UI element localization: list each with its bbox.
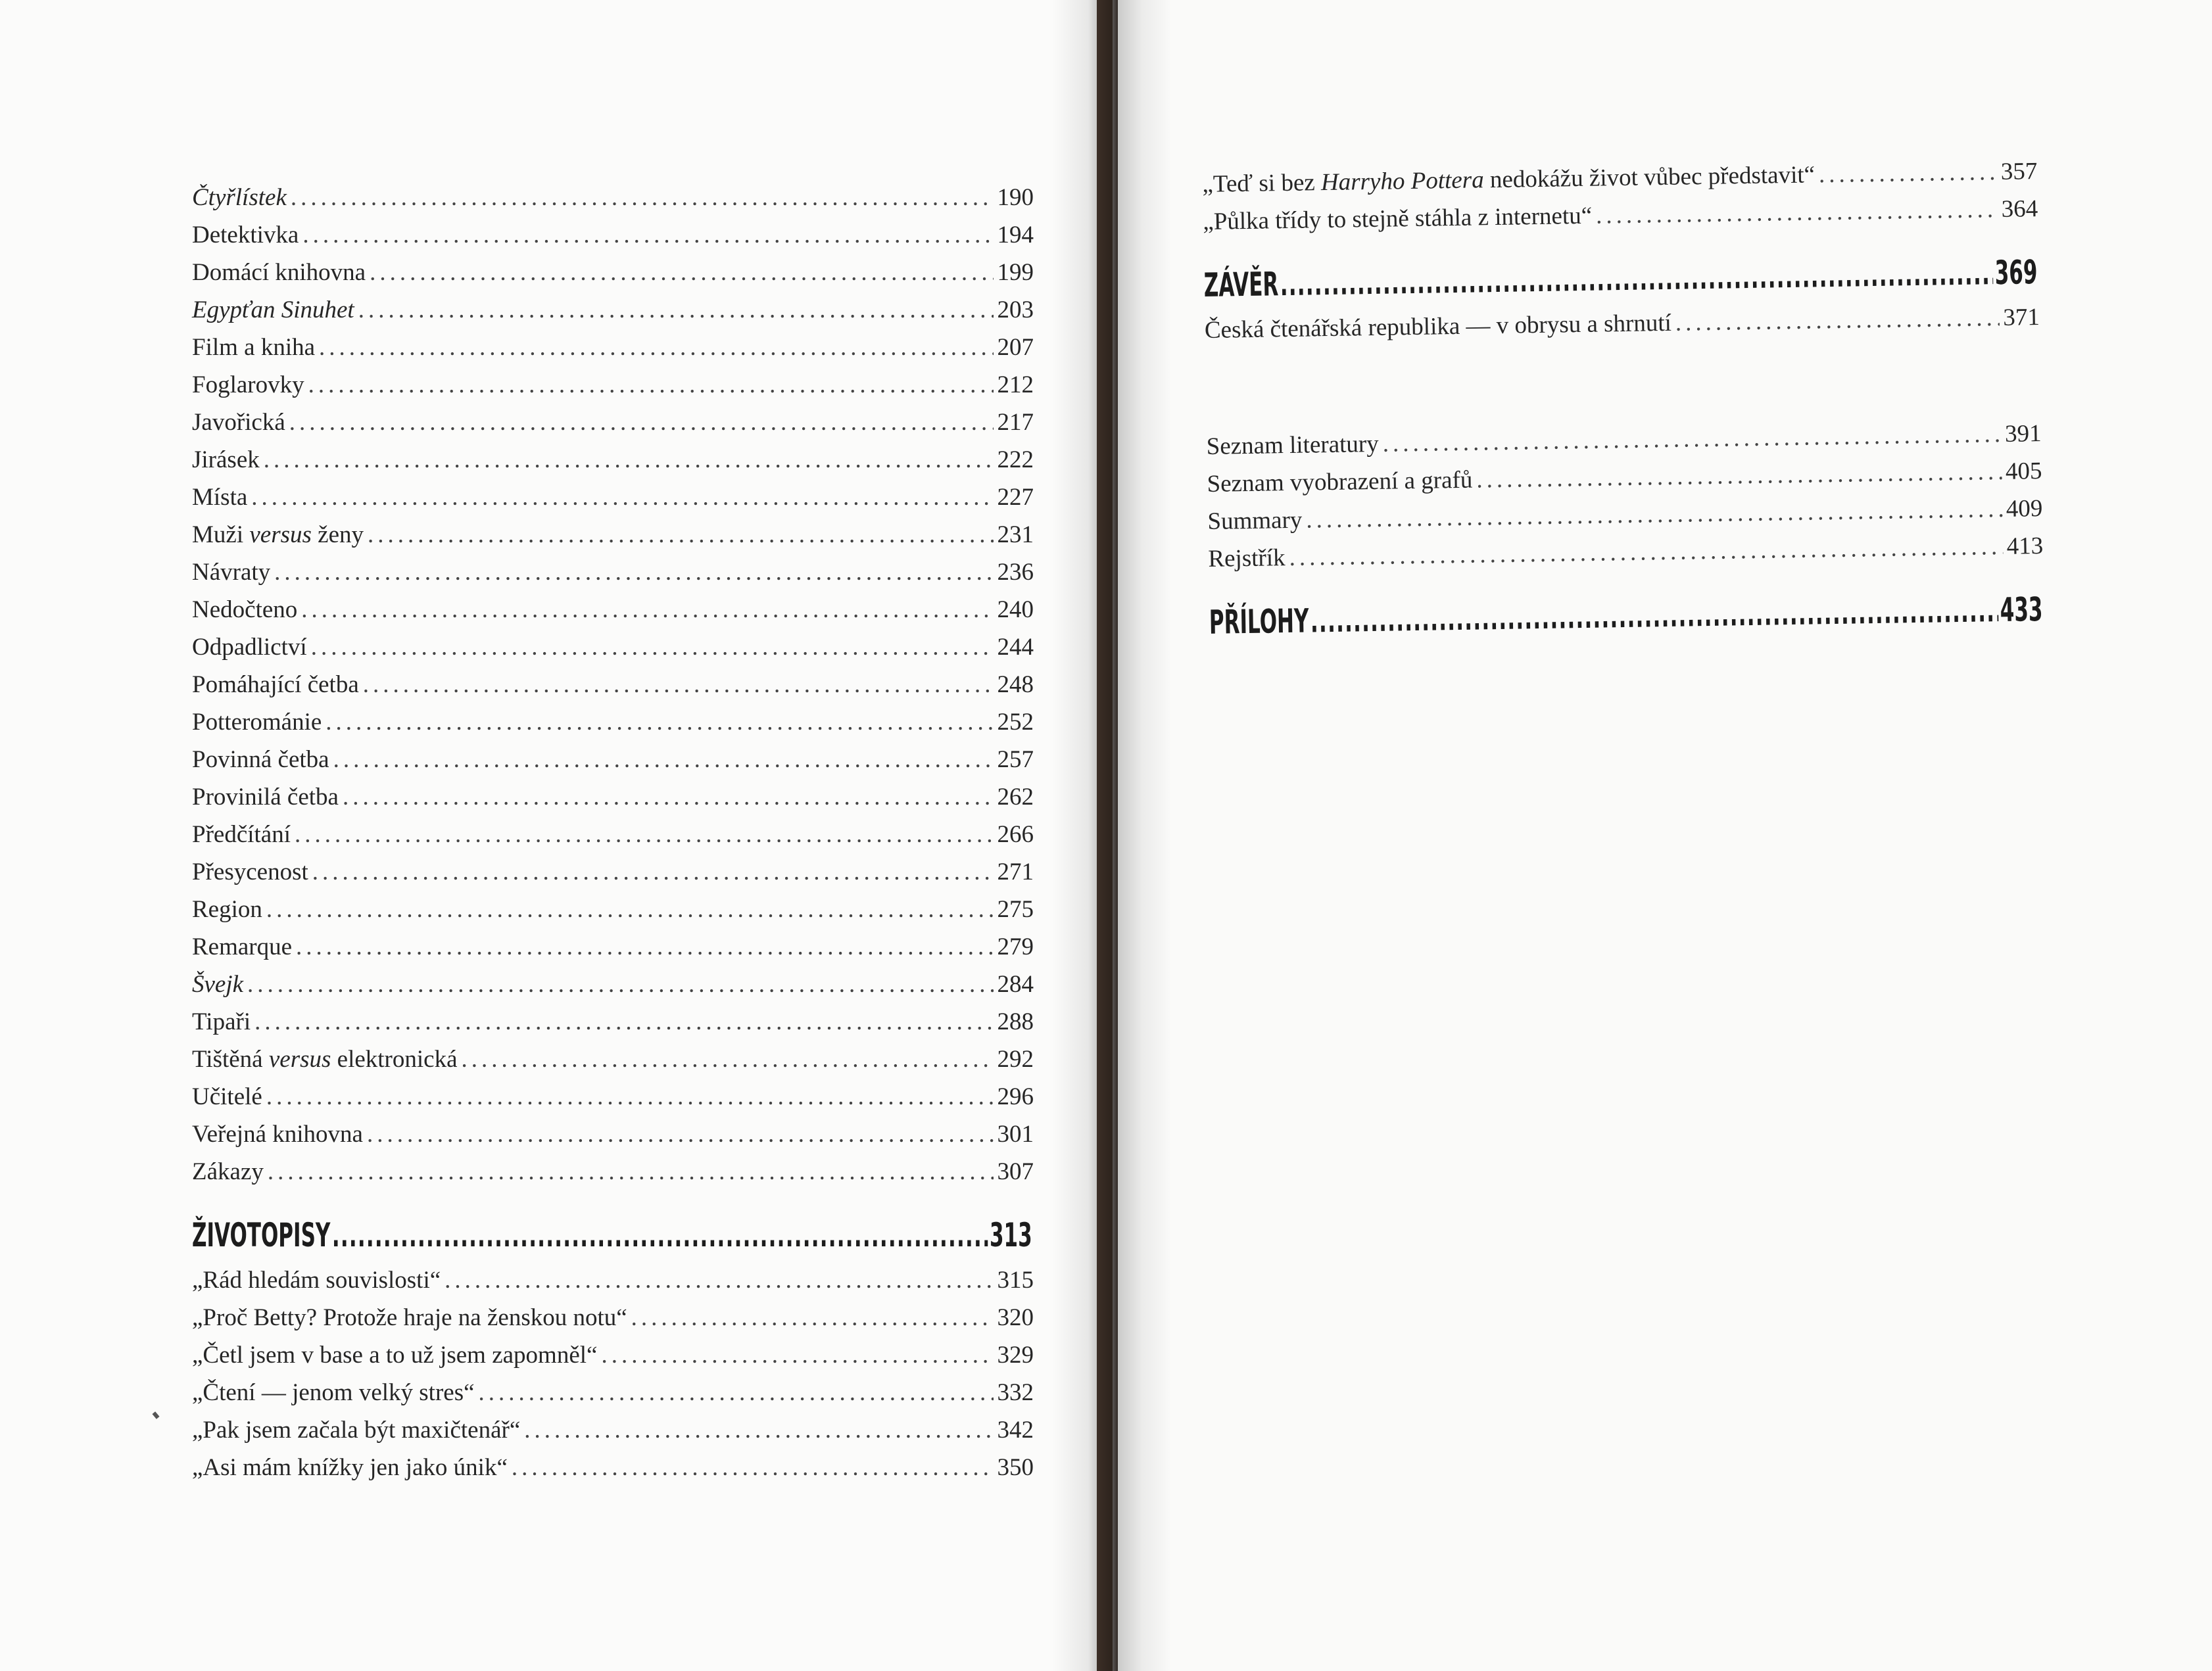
toc-entry bbox=[192, 703, 1034, 741]
toc-entry bbox=[192, 366, 1034, 404]
section-label: ZÁVĚR bbox=[1203, 265, 1279, 304]
leader-dots bbox=[325, 703, 993, 741]
toc-entry-page: 227 bbox=[997, 484, 1034, 511]
toc-entry-label-part: ženy bbox=[311, 521, 364, 548]
section-label: ŽIVOTOPISY bbox=[192, 1216, 331, 1254]
toc-entry bbox=[192, 1116, 1034, 1153]
leader-dots bbox=[312, 853, 994, 891]
toc-entry bbox=[192, 778, 1034, 816]
toc-entry-label: Česká čtenářská republika — v obrysu a shrnutí bbox=[1204, 309, 1672, 344]
toc-entry-label: Seznam vyobrazení a grafů bbox=[1207, 466, 1473, 498]
toc-entry-label: Detektivka bbox=[192, 222, 299, 248]
toc-entry bbox=[192, 966, 1034, 1003]
toc-entry bbox=[192, 479, 1034, 516]
toc-entry-label: Návraty bbox=[192, 559, 271, 586]
toc-entry bbox=[192, 1411, 1034, 1449]
toc-entry-page: 371 bbox=[2002, 304, 2040, 331]
toc-entries-left bbox=[192, 179, 1034, 1190]
toc-entry-page: 236 bbox=[997, 559, 1034, 586]
leader-dots bbox=[631, 1299, 994, 1336]
toc-entry bbox=[192, 1336, 1034, 1374]
leader-dots bbox=[479, 1374, 994, 1411]
leader-dots bbox=[1596, 191, 1998, 235]
leader-dots bbox=[266, 891, 994, 928]
toc-entry bbox=[192, 1041, 1034, 1078]
toc-entry-page: 413 bbox=[2006, 532, 2044, 560]
toc-entry-label: Nedočteno bbox=[192, 596, 298, 623]
toc-entry-label: Tipaři bbox=[192, 1008, 251, 1035]
leader-dots bbox=[291, 179, 994, 216]
toc-entry-label: Summary bbox=[1207, 506, 1303, 535]
toc-entry-page: 194 bbox=[997, 222, 1034, 248]
leader-dots bbox=[308, 366, 994, 404]
toc-entry-page: 329 bbox=[997, 1342, 1034, 1369]
section-page: 433 bbox=[2000, 590, 2043, 630]
toc-entry-label: „Četl jsem v base a to už jsem zapomněl“ bbox=[192, 1342, 598, 1369]
toc-entry-label: Přesycenost bbox=[192, 859, 308, 885]
toc-entry bbox=[192, 404, 1034, 441]
toc-entry-label: Čtyřlístek bbox=[192, 184, 287, 211]
toc-entry-label: „Půlka třídy to stejně stáhla z internetu“ bbox=[1203, 202, 1593, 235]
toc-entry-label: Rejstřík bbox=[1208, 544, 1286, 573]
toc-entry bbox=[192, 291, 1034, 329]
toc-entry-page: 222 bbox=[997, 446, 1034, 473]
toc-entry-page: 266 bbox=[997, 821, 1034, 848]
leader-dots bbox=[301, 591, 993, 628]
leader-dots bbox=[274, 553, 993, 591]
leader-dots bbox=[462, 1041, 994, 1078]
toc-entry-page: 190 bbox=[997, 184, 1034, 211]
leader-dots bbox=[295, 816, 993, 853]
toc-entry bbox=[192, 254, 1034, 291]
toc-entry-label: Provinilá četba bbox=[192, 784, 339, 811]
toc-entry-page: 307 bbox=[997, 1158, 1034, 1185]
toc-entry-label-part: Tištěná bbox=[192, 1046, 269, 1073]
leader-dots bbox=[302, 216, 993, 254]
toc-entry bbox=[192, 1374, 1034, 1411]
leader-dots bbox=[363, 666, 994, 703]
toc-entry-label: Zákazy bbox=[192, 1158, 264, 1185]
toc-entry-label: „Pak jsem začala být maxičtenář“ bbox=[192, 1417, 521, 1444]
leader-dots bbox=[358, 291, 994, 329]
toc-entry bbox=[192, 516, 1034, 553]
toc-entry-label-part: „Teď si bez bbox=[1202, 169, 1322, 198]
toc-entry-page: 350 bbox=[997, 1454, 1034, 1481]
toc-entry-label-part: Muži bbox=[192, 521, 250, 548]
leader-dots bbox=[247, 966, 993, 1003]
leader-dots bbox=[524, 1411, 993, 1449]
toc-entry-label: „Proč Betty? Protože hraje na ženskou notu“ bbox=[192, 1304, 627, 1331]
toc-entry-page: 252 bbox=[997, 709, 1034, 736]
toc-entry-page: 364 bbox=[2001, 195, 2038, 223]
section-label: PŘÍLOHY bbox=[1209, 601, 1309, 642]
leader-dots bbox=[251, 479, 993, 516]
toc-entry-label: Seznam literatury bbox=[1206, 430, 1379, 460]
leader-dots bbox=[264, 441, 994, 479]
leader-dots bbox=[367, 1116, 994, 1153]
toc-entry-page: 342 bbox=[997, 1417, 1034, 1444]
toc-entry-label: „Čtení — jenom velký stres“ bbox=[192, 1379, 475, 1406]
leader-dots bbox=[289, 404, 994, 441]
toc-entry-label: Místa bbox=[192, 484, 248, 511]
toc-entry-label: Domácí knihovna bbox=[192, 259, 366, 286]
toc-entry-label-part: versus bbox=[268, 1046, 331, 1073]
toc-entry bbox=[192, 1003, 1034, 1041]
toc-entry-page: 231 bbox=[997, 521, 1034, 548]
toc-entry-label: Foglarovky bbox=[192, 371, 304, 398]
toc-entry bbox=[192, 1261, 1034, 1299]
toc-entry bbox=[192, 1078, 1034, 1116]
toc-entry-label bbox=[192, 1041, 458, 1078]
leader-dots bbox=[368, 516, 993, 553]
toc-left bbox=[192, 179, 1034, 1486]
toc-entry-label-part: elektronická bbox=[331, 1046, 458, 1073]
toc-entry bbox=[192, 1153, 1034, 1190]
toc-entry bbox=[192, 591, 1034, 628]
toc-entry-page: 240 bbox=[997, 596, 1034, 623]
toc-entry-page: 203 bbox=[997, 296, 1034, 323]
toc-entry bbox=[192, 666, 1034, 703]
left-page bbox=[0, 0, 1097, 1671]
leader-dots bbox=[319, 329, 993, 366]
leader-dots bbox=[268, 1153, 994, 1190]
toc-entry-label: Odpadlictví bbox=[192, 634, 307, 661]
toc-entry-label: Předčítání bbox=[192, 821, 291, 848]
toc-entry-page: 405 bbox=[2005, 457, 2042, 485]
toc-entries-back-matter bbox=[1206, 415, 2043, 578]
leader-dots bbox=[343, 778, 994, 816]
toc-entry bbox=[192, 216, 1034, 254]
toc-entry-page: 244 bbox=[997, 634, 1034, 661]
toc-entry bbox=[192, 891, 1034, 928]
toc-entry-page: 292 bbox=[997, 1046, 1034, 1073]
toc-entry-label: Remarque bbox=[192, 933, 293, 960]
toc-entry bbox=[192, 441, 1034, 479]
leader-dots bbox=[370, 254, 993, 291]
toc-entries-zivotopisy bbox=[192, 1261, 1034, 1486]
leader-dots bbox=[332, 1209, 988, 1261]
toc-entry-label: Pomáhající četba bbox=[192, 671, 359, 698]
toc-entry-page: 332 bbox=[997, 1379, 1034, 1406]
toc-entry-page: 271 bbox=[997, 859, 1034, 885]
toc-entry-page: 357 bbox=[2000, 158, 2038, 185]
toc-entry-label: Učitelé bbox=[192, 1083, 262, 1110]
toc-entry-page: 391 bbox=[2004, 420, 2042, 448]
section-heading-zivotopisy bbox=[192, 1209, 1032, 1261]
toc-entry-page: 262 bbox=[997, 784, 1034, 811]
toc-entry-page: 207 bbox=[997, 334, 1034, 361]
toc-entry-label: „Asi mám knížky jen jako únik“ bbox=[192, 1454, 508, 1481]
toc-entry-page: 257 bbox=[997, 746, 1034, 773]
toc-entry-label: Potterománie bbox=[192, 709, 322, 736]
toc-entry bbox=[192, 628, 1034, 666]
toc-entry-page: 296 bbox=[997, 1083, 1034, 1110]
toc-entry-label-part: versus bbox=[249, 521, 312, 548]
toc-entry-label: „Rád hledám souvislosti“ bbox=[192, 1267, 441, 1294]
leader-dots bbox=[1819, 153, 1998, 193]
toc-entry bbox=[192, 853, 1034, 891]
toc-entry-label: Veřejná knihovna bbox=[192, 1121, 363, 1148]
toc-entry-label: Egypťan Sinuhet bbox=[192, 296, 354, 323]
toc-entry-page: 217 bbox=[997, 409, 1034, 436]
toc-entry bbox=[192, 553, 1034, 591]
toc-entry-label: Jirásek bbox=[192, 446, 260, 473]
leader-dots bbox=[333, 741, 994, 778]
leader-dots bbox=[254, 1003, 993, 1041]
toc-entry-label: Region bbox=[192, 896, 262, 923]
toc-entry-label bbox=[192, 516, 364, 553]
toc-entry-page: 284 bbox=[997, 971, 1034, 998]
toc-entry-label: Švejk bbox=[192, 971, 244, 998]
toc-entry-label: Film a kniha bbox=[192, 334, 316, 361]
toc-right bbox=[1202, 153, 2044, 649]
section-page: 369 bbox=[1994, 253, 2038, 293]
leader-dots bbox=[311, 628, 994, 666]
toc-entry-label-part: Harryho Pottera bbox=[1320, 166, 1484, 197]
toc-entry-page: 320 bbox=[997, 1304, 1034, 1331]
ink-mark bbox=[152, 1411, 159, 1419]
toc-entry-page: 248 bbox=[997, 671, 1034, 698]
toc-entry-page: 279 bbox=[997, 933, 1034, 960]
toc-entry bbox=[192, 1449, 1034, 1486]
leader-dots bbox=[266, 1078, 994, 1116]
toc-entry-page: 315 bbox=[997, 1267, 1034, 1294]
toc-entries-right-top bbox=[1202, 153, 2038, 241]
toc-entry bbox=[192, 928, 1034, 966]
leader-dots bbox=[1280, 247, 1994, 310]
leader-dots bbox=[1675, 299, 1999, 342]
toc-entry bbox=[192, 1299, 1034, 1336]
toc-entry-page: 288 bbox=[997, 1008, 1034, 1035]
toc-entry-page: 301 bbox=[997, 1121, 1034, 1148]
section-page: 313 bbox=[989, 1216, 1032, 1254]
toc-entry-page: 275 bbox=[997, 896, 1034, 923]
leader-dots bbox=[1310, 584, 1999, 647]
toc-entry bbox=[192, 329, 1034, 366]
toc-entry-page: 199 bbox=[997, 259, 1034, 286]
toc-entry bbox=[192, 816, 1034, 853]
leader-dots bbox=[445, 1261, 993, 1299]
toc-entry-page: 212 bbox=[997, 371, 1034, 398]
toc-entry-label: Povinná četba bbox=[192, 746, 329, 773]
toc-entry-label-part: nedokážu život vůbec představit“ bbox=[1483, 161, 1815, 194]
toc-entry-label: Javořická bbox=[192, 409, 285, 436]
toc-entry bbox=[192, 179, 1034, 216]
toc-entry-page: 409 bbox=[2006, 494, 2043, 523]
leader-dots bbox=[512, 1449, 994, 1486]
leader-dots bbox=[601, 1336, 993, 1374]
leader-dots bbox=[296, 928, 993, 966]
toc-entry bbox=[192, 741, 1034, 778]
